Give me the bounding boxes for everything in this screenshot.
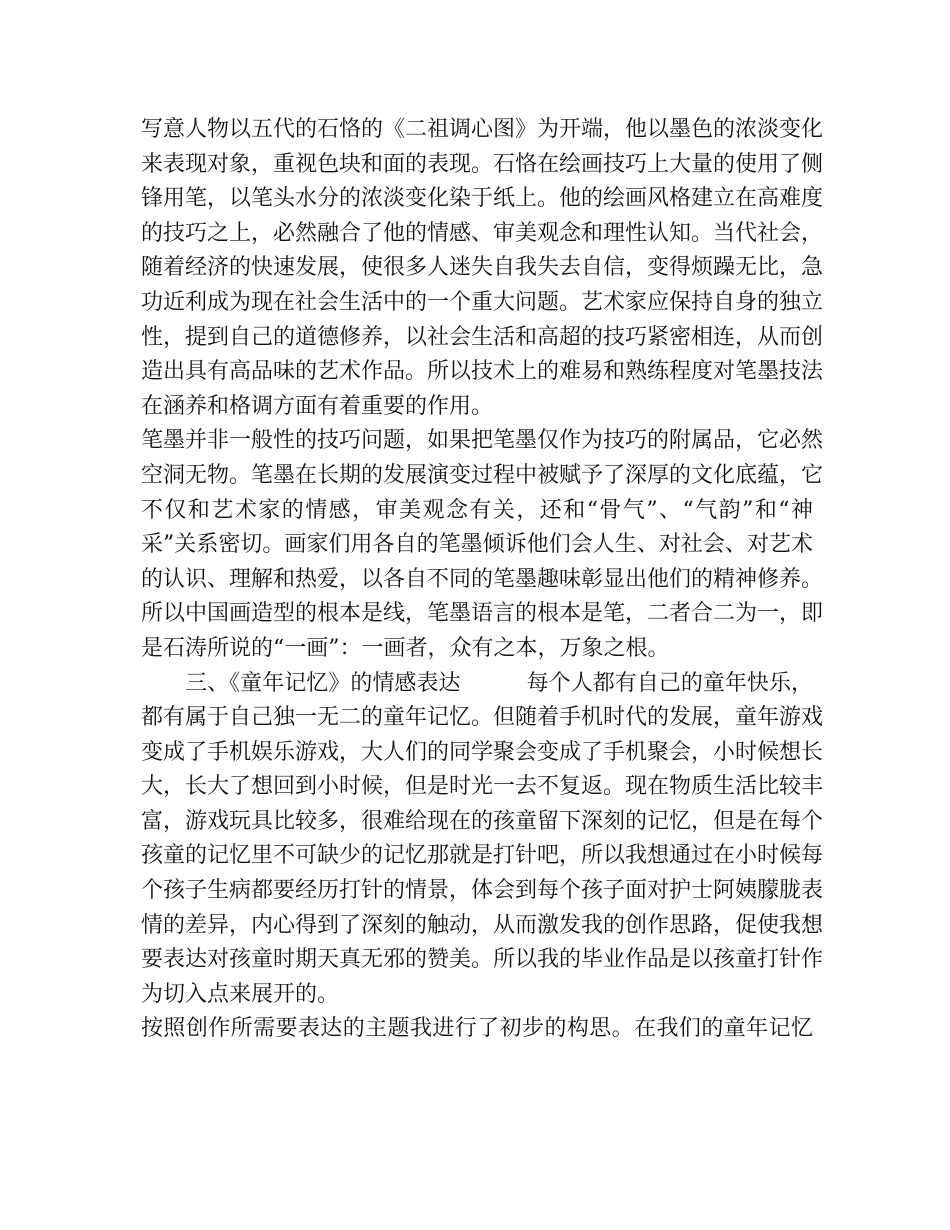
text-line: 采”关系密切。画家们用各自的笔墨倾诉他们会人生、对社会、对艺术 — [141, 532, 813, 558]
text-line: 是石涛所说的“一画”：一画者，众有之本，万象之根。 — [141, 635, 670, 661]
text-line: 富，游戏玩具比较多，很难给现在的孩童留下深刻的记忆，但是在每个 — [141, 808, 824, 834]
text-line: 变成了手机娱乐游戏，大人们的同学聚会变成了手机聚会，小时候想长 — [141, 739, 824, 765]
body-text — [141, 113, 824, 1047]
text-line: 笔墨并非一般性的技巧问题，如果把笔墨仅作为技巧的附属品，它必然 — [141, 428, 824, 454]
text-line: 在涵养和格调方面有着重要的作用。 — [141, 393, 494, 419]
text-line: 个孩子生病都要经历打针的情景，体会到每个孩子面对护士阿姨朦胧表 — [141, 878, 824, 904]
text-line: 情的差异，内心得到了深刻的触动，从而激发我的创作思路，促使我想 — [141, 912, 824, 938]
text-line: 的认识、理解和热爱，以各自不同的笔墨趣味彰显出他们的精神修养。 — [141, 566, 824, 592]
section-heading-line: 三、《童年记忆》的情感表达 每个人都有自己的童年快乐， — [141, 670, 813, 696]
text-line: 功近利成为现在社会生活中的一个重大问题。艺术家应保持自身的独立 — [141, 289, 824, 315]
text-line: 锋用笔，以笔头水分的浓淡变化染于纸上。他的绘画风格建立在高难度 — [141, 186, 824, 212]
text-line: 来表现对象，重视色块和面的表现。石恪在绘画技巧上大量的使用了侧 — [141, 151, 824, 177]
text-line: 孩童的记忆里不可缺少的记忆那就是打针吧，所以我想通过在小时候每 — [141, 843, 824, 869]
text-line: 不仅和艺术家的情感，审美观念有关，还和“骨气”、“气韵”和“神 — [141, 497, 813, 523]
text-line: 都有属于自己独一无二的童年记忆。但随着手机时代的发展，童年游戏 — [141, 705, 824, 731]
text-line: 写意人物以五代的石恪的《二祖调心图》为开端，他以墨色的浓淡变化 — [141, 117, 824, 142]
text-line: 要表达对孩童时期天真无邪的赞美。所以我的毕业作品是以孩童打针作 — [141, 947, 824, 973]
text-line: 按照创作所需要表达的主题我进行了初步的构思。在我们的童年记忆 — [141, 1016, 813, 1042]
text-line: 大，长大了想回到小时候，但是时光一去不复返。现在物质生活比较丰 — [141, 774, 824, 800]
text-line: 空洞无物。笔墨在长期的发展演变过程中被赋予了深厚的文化底蕴，它 — [141, 462, 824, 488]
text-line: 所以中国画造型的根本是线，笔墨语言的根本是笔，二者合二为一，即 — [141, 601, 824, 627]
text-line: 性，提到自己的道德修养，以社会生活和高超的技巧紧密相连，从而创 — [141, 324, 824, 350]
text-line: 为切入点来展开的。 — [141, 981, 340, 1007]
text-line: 随着经济的快速发展，使很多人迷失自我失去自信，变得烦躁无比，急 — [141, 255, 824, 281]
text-line: 的技巧之上，必然融合了他的情感、审美观念和理性认知。当代社会， — [141, 220, 824, 246]
text-line: 造出具有高品味的艺术作品。所以技术上的难易和熟练程度对笔墨技法 — [141, 359, 824, 385]
